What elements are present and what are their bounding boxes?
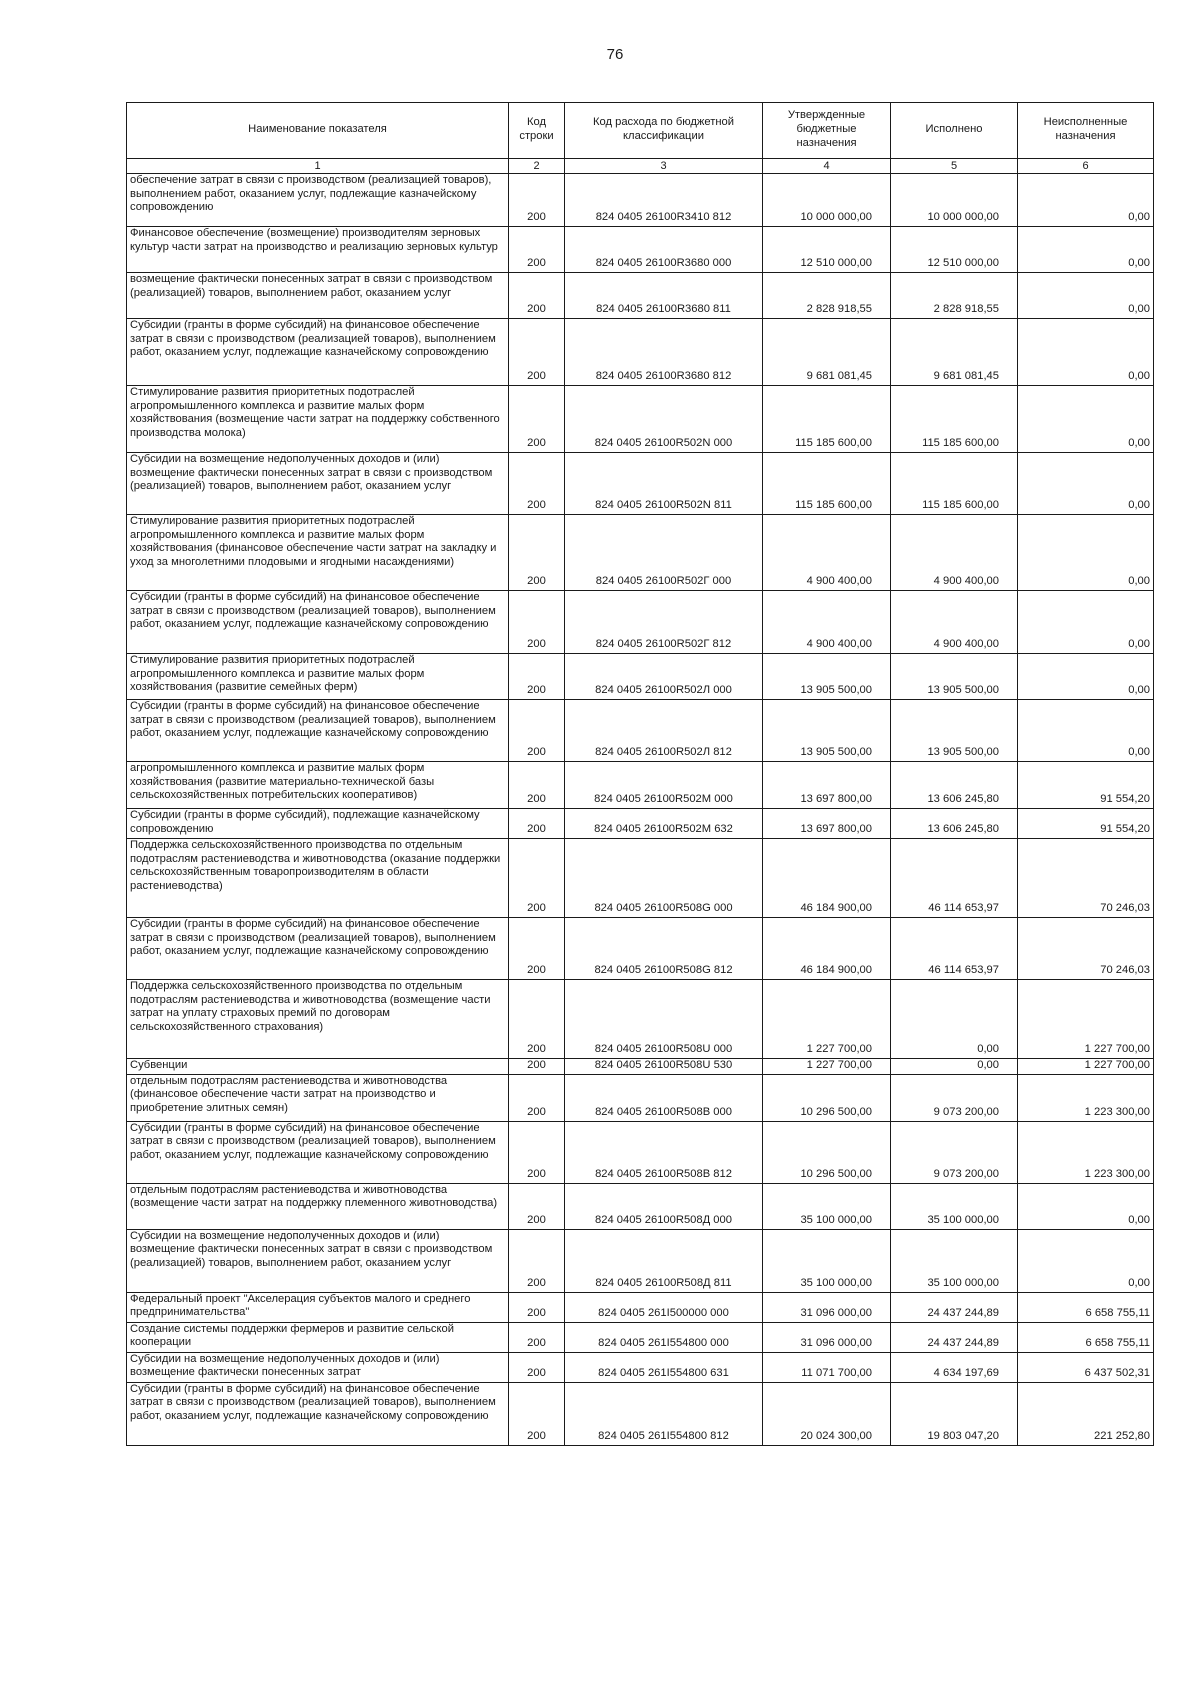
table-body bbox=[127, 174, 1154, 1446]
row-name: Стимулирование развития приоритетных подотраслей агропромышленного комплекса и развитие малых форм хозяйствования (финансовое обеспечение части затрат на закладку и уход за многолетними плодовыми и ягодными насаждениями) bbox=[127, 515, 509, 591]
table-row bbox=[127, 1292, 1154, 1322]
row-unexecuted: 6 658 755,11 bbox=[1018, 1292, 1154, 1322]
row-name: Субсидии (гранты в форме субсидий) на финансовое обеспечение затрат в связи с производством (реализацией товаров), выполнением работ, оказанием услуг, подлежащие казначейскому сопровождению bbox=[127, 1121, 509, 1183]
row-executed: 13 905 500,00 bbox=[891, 654, 1018, 700]
table-row bbox=[127, 1059, 1154, 1075]
table-row bbox=[127, 386, 1154, 453]
row-approved: 4 900 400,00 bbox=[763, 591, 891, 654]
header-approved: Утвержденные бюджетные назначения bbox=[763, 103, 891, 159]
row-unexecuted: 0,00 bbox=[1018, 1229, 1154, 1292]
row-line-code: 200 bbox=[509, 1059, 565, 1075]
row-name: Субсидии (гранты в форме субсидий) на финансовое обеспечение затрат в связи с производством (реализацией товаров), выполнением работ, оказанием услуг, подлежащие казначейскому сопровождению bbox=[127, 1382, 509, 1445]
row-line-code: 200 bbox=[509, 1183, 565, 1229]
row-budget-code: 824 0405 261I500000 000 bbox=[565, 1292, 763, 1322]
row-unexecuted: 1 227 700,00 bbox=[1018, 1059, 1154, 1075]
column-number: 6 bbox=[1018, 159, 1154, 174]
table-row bbox=[127, 515, 1154, 591]
row-line-code: 200 bbox=[509, 1322, 565, 1352]
row-executed: 4 634 197,69 bbox=[891, 1352, 1018, 1382]
header-line-code: Код строки bbox=[509, 103, 565, 159]
header-executed: Исполнено bbox=[891, 103, 1018, 159]
header-unexecuted: Неисполненные назначения bbox=[1018, 103, 1154, 159]
row-line-code: 200 bbox=[509, 980, 565, 1059]
row-budget-code: 824 0405 26100R3680 000 bbox=[565, 227, 763, 273]
row-budget-code: 824 0405 26100R3680 811 bbox=[565, 273, 763, 319]
table-row bbox=[127, 1322, 1154, 1352]
row-executed: 9 681 081,45 bbox=[891, 319, 1018, 386]
row-executed: 9 073 200,00 bbox=[891, 1121, 1018, 1183]
header-budget-code: Код расхода по бюджетной классификации bbox=[565, 103, 763, 159]
row-line-code: 200 bbox=[509, 386, 565, 453]
row-line-code: 200 bbox=[509, 809, 565, 839]
row-executed: 12 510 000,00 bbox=[891, 227, 1018, 273]
row-name: Субвенции bbox=[127, 1059, 509, 1075]
row-unexecuted: 91 554,20 bbox=[1018, 762, 1154, 809]
row-name: Субсидии (гранты в форме субсидий) на финансовое обеспечение затрат в связи с производством (реализацией товаров), выполнением работ, оказанием услуг, подлежащие казначейскому сопровождению bbox=[127, 918, 509, 980]
row-approved: 31 096 000,00 bbox=[763, 1322, 891, 1352]
row-approved: 13 905 500,00 bbox=[763, 654, 891, 700]
row-line-code: 200 bbox=[509, 839, 565, 918]
row-line-code: 200 bbox=[509, 1229, 565, 1292]
row-executed: 19 803 047,20 bbox=[891, 1382, 1018, 1445]
row-budget-code: 824 0405 26100R3410 812 bbox=[565, 174, 763, 227]
row-budget-code: 824 0405 26100R502Г 000 bbox=[565, 515, 763, 591]
row-unexecuted: 1 223 300,00 bbox=[1018, 1074, 1154, 1121]
row-name: Субсидии на возмещение недополученных доходов и (или) возмещение фактически понесенных затрат в связи с производством (реализацией) товаров, выполнением работ, оказанием услуг bbox=[127, 1229, 509, 1292]
row-approved: 12 510 000,00 bbox=[763, 227, 891, 273]
table-row bbox=[127, 762, 1154, 809]
column-number: 2 bbox=[509, 159, 565, 174]
row-approved: 115 185 600,00 bbox=[763, 453, 891, 515]
row-line-code: 200 bbox=[509, 918, 565, 980]
row-executed: 13 606 245,80 bbox=[891, 762, 1018, 809]
row-executed: 0,00 bbox=[891, 1059, 1018, 1075]
row-approved: 13 697 800,00 bbox=[763, 809, 891, 839]
row-unexecuted: 1 223 300,00 bbox=[1018, 1121, 1154, 1183]
column-number: 5 bbox=[891, 159, 1018, 174]
row-approved: 10 296 500,00 bbox=[763, 1074, 891, 1121]
budget-execution-table bbox=[126, 102, 1154, 1446]
row-budget-code: 824 0405 26100R508B 812 bbox=[565, 1121, 763, 1183]
column-number: 4 bbox=[763, 159, 891, 174]
row-unexecuted: 1 227 700,00 bbox=[1018, 980, 1154, 1059]
row-line-code: 200 bbox=[509, 227, 565, 273]
column-number-row bbox=[127, 159, 1154, 174]
row-executed: 9 073 200,00 bbox=[891, 1074, 1018, 1121]
row-budget-code: 824 0405 26100R3680 812 bbox=[565, 319, 763, 386]
row-unexecuted: 0,00 bbox=[1018, 515, 1154, 591]
row-executed: 10 000 000,00 bbox=[891, 174, 1018, 227]
page-number: 76 bbox=[606, 46, 624, 63]
row-unexecuted: 0,00 bbox=[1018, 319, 1154, 386]
row-line-code: 200 bbox=[509, 453, 565, 515]
row-executed: 13 606 245,80 bbox=[891, 809, 1018, 839]
row-budget-code: 824 0405 26100R502Л 812 bbox=[565, 700, 763, 762]
row-budget-code: 824 0405 26100R502M 632 bbox=[565, 809, 763, 839]
row-line-code: 200 bbox=[509, 591, 565, 654]
row-approved: 35 100 000,00 bbox=[763, 1229, 891, 1292]
table-row bbox=[127, 453, 1154, 515]
header-name: Наименование показателя bbox=[127, 103, 509, 159]
row-unexecuted: 70 246,03 bbox=[1018, 839, 1154, 918]
row-name: возмещение фактически понесенных затрат в связи с производством (реализацией) товаров, выполнением работ, оказанием услуг bbox=[127, 273, 509, 319]
row-name: Субсидии на возмещение недополученных доходов и (или) возмещение фактически понесенных затрат bbox=[127, 1352, 509, 1382]
row-approved: 9 681 081,45 bbox=[763, 319, 891, 386]
table-row bbox=[127, 654, 1154, 700]
table-row bbox=[127, 227, 1154, 273]
table-row bbox=[127, 1121, 1154, 1183]
row-line-code: 200 bbox=[509, 654, 565, 700]
row-approved: 35 100 000,00 bbox=[763, 1183, 891, 1229]
row-executed: 13 905 500,00 bbox=[891, 700, 1018, 762]
row-unexecuted: 91 554,20 bbox=[1018, 809, 1154, 839]
row-executed: 4 900 400,00 bbox=[891, 515, 1018, 591]
table-row bbox=[127, 1382, 1154, 1445]
row-name: Федеральный проект "Акселерация субъектов малого и среднего предпринимательства" bbox=[127, 1292, 509, 1322]
row-executed: 2 828 918,55 bbox=[891, 273, 1018, 319]
table-row bbox=[127, 174, 1154, 227]
row-name: Финансовое обеспечение (возмещение) производителям зерновых культур части затрат на производство и реализацию зерновых культур bbox=[127, 227, 509, 273]
row-budget-code: 824 0405 26100R508G 812 bbox=[565, 918, 763, 980]
row-approved: 10 296 500,00 bbox=[763, 1121, 891, 1183]
row-budget-code: 824 0405 261I554800 000 bbox=[565, 1322, 763, 1352]
row-line-code: 200 bbox=[509, 1352, 565, 1382]
table-row bbox=[127, 700, 1154, 762]
row-name: Поддержка сельскохозяйственного производства по отдельным подотраслям растениеводства и животноводства (возмещение части затрат на уплату страховых премий по договорам сельскохозяйственного страхования) bbox=[127, 980, 509, 1059]
row-approved: 13 905 500,00 bbox=[763, 700, 891, 762]
row-approved: 11 071 700,00 bbox=[763, 1352, 891, 1382]
row-budget-code: 824 0405 26100R502Л 000 bbox=[565, 654, 763, 700]
row-budget-code: 824 0405 26100R508Д 000 bbox=[565, 1183, 763, 1229]
row-unexecuted: 6 437 502,31 bbox=[1018, 1352, 1154, 1382]
row-approved: 46 184 900,00 bbox=[763, 918, 891, 980]
row-approved: 4 900 400,00 bbox=[763, 515, 891, 591]
table-row bbox=[127, 1229, 1154, 1292]
row-line-code: 200 bbox=[509, 762, 565, 809]
row-executed: 115 185 600,00 bbox=[891, 386, 1018, 453]
table-row bbox=[127, 980, 1154, 1059]
column-number: 1 bbox=[127, 159, 509, 174]
row-approved: 1 227 700,00 bbox=[763, 1059, 891, 1075]
row-line-code: 200 bbox=[509, 1382, 565, 1445]
column-number: 3 bbox=[565, 159, 763, 174]
row-unexecuted: 0,00 bbox=[1018, 1183, 1154, 1229]
row-budget-code: 824 0405 26100R508G 000 bbox=[565, 839, 763, 918]
row-name: обеспечение затрат в связи с производством (реализацией товаров), выполнением работ, оказанием услуг, подлежащие казначейскому сопровождению bbox=[127, 174, 509, 227]
table-row bbox=[127, 273, 1154, 319]
table-row bbox=[127, 1074, 1154, 1121]
row-budget-code: 824 0405 26100R508U 000 bbox=[565, 980, 763, 1059]
table-row bbox=[127, 839, 1154, 918]
row-unexecuted: 70 246,03 bbox=[1018, 918, 1154, 980]
row-unexecuted: 0,00 bbox=[1018, 273, 1154, 319]
row-budget-code: 824 0405 26100R508B 000 bbox=[565, 1074, 763, 1121]
row-unexecuted: 0,00 bbox=[1018, 591, 1154, 654]
row-unexecuted: 0,00 bbox=[1018, 174, 1154, 227]
row-approved: 115 185 600,00 bbox=[763, 386, 891, 453]
row-name: Субсидии (гранты в форме субсидий) на финансовое обеспечение затрат в связи с производством (реализацией товаров), выполнением работ, оказанием услуг, подлежащие казначейскому сопровождению bbox=[127, 700, 509, 762]
row-line-code: 200 bbox=[509, 174, 565, 227]
row-executed: 46 114 653,97 bbox=[891, 839, 1018, 918]
row-approved: 31 096 000,00 bbox=[763, 1292, 891, 1322]
row-unexecuted: 0,00 bbox=[1018, 386, 1154, 453]
table-row bbox=[127, 1183, 1154, 1229]
row-budget-code: 824 0405 261I554800 631 bbox=[565, 1352, 763, 1382]
row-unexecuted: 0,00 bbox=[1018, 700, 1154, 762]
row-budget-code: 824 0405 26100R508U 530 bbox=[565, 1059, 763, 1075]
row-executed: 46 114 653,97 bbox=[891, 918, 1018, 980]
row-line-code: 200 bbox=[509, 1074, 565, 1121]
row-budget-code: 824 0405 26100R502N 811 bbox=[565, 453, 763, 515]
row-unexecuted: 221 252,80 bbox=[1018, 1382, 1154, 1445]
row-name: Субсидии (гранты в форме субсидий) на финансовое обеспечение затрат в связи с производством (реализацией товаров), выполнением работ, оказанием услуг, подлежащие казначейскому сопровождению bbox=[127, 591, 509, 654]
row-approved: 2 828 918,55 bbox=[763, 273, 891, 319]
row-approved: 20 024 300,00 bbox=[763, 1382, 891, 1445]
row-unexecuted: 0,00 bbox=[1018, 453, 1154, 515]
row-name: Поддержка сельскохозяйственного производства по отдельным подотраслям растениеводства и животноводства (оказание поддержки сельскохозяйственным товаропроизводителям в области растениеводства) bbox=[127, 839, 509, 918]
row-line-code: 200 bbox=[509, 273, 565, 319]
row-unexecuted: 0,00 bbox=[1018, 227, 1154, 273]
table-row bbox=[127, 1352, 1154, 1382]
table-header-row bbox=[127, 103, 1154, 159]
row-unexecuted: 0,00 bbox=[1018, 654, 1154, 700]
row-approved: 10 000 000,00 bbox=[763, 174, 891, 227]
row-line-code: 200 bbox=[509, 1121, 565, 1183]
row-approved: 13 697 800,00 bbox=[763, 762, 891, 809]
row-name: Создание системы поддержки фермеров и развитие сельской кооперации bbox=[127, 1322, 509, 1352]
row-unexecuted: 6 658 755,11 bbox=[1018, 1322, 1154, 1352]
row-line-code: 200 bbox=[509, 515, 565, 591]
row-line-code: 200 bbox=[509, 319, 565, 386]
row-executed: 24 437 244,89 bbox=[891, 1322, 1018, 1352]
row-budget-code: 824 0405 26100R502Г 812 bbox=[565, 591, 763, 654]
row-executed: 115 185 600,00 bbox=[891, 453, 1018, 515]
table-row bbox=[127, 918, 1154, 980]
row-name: Субсидии (гранты в форме субсидий) на финансовое обеспечение затрат в связи с производством (реализацией товаров), выполнением работ, оказанием услуг, подлежащие казначейскому сопровождению bbox=[127, 319, 509, 386]
row-budget-code: 824 0405 26100R502N 000 bbox=[565, 386, 763, 453]
row-name: агропромышленного комплекса и развитие малых форм хозяйствования (развитие материально-технической базы сельскохозяйственных потребительских кооперативов) bbox=[127, 762, 509, 809]
row-executed: 24 437 244,89 bbox=[891, 1292, 1018, 1322]
row-name: Субсидии на возмещение недополученных доходов и (или) возмещение фактически понесенных затрат в связи с производством (реализацией) товаров, выполнением работ, оказанием услуг bbox=[127, 453, 509, 515]
row-line-code: 200 bbox=[509, 700, 565, 762]
row-executed: 4 900 400,00 bbox=[891, 591, 1018, 654]
row-name: отдельным подотраслям растениеводства и животноводства (возмещение части затрат на поддержку племенного животноводства) bbox=[127, 1183, 509, 1229]
row-line-code: 200 bbox=[509, 1292, 565, 1322]
row-approved: 1 227 700,00 bbox=[763, 980, 891, 1059]
row-name: Стимулирование развития приоритетных подотраслей агропромышленного комплекса и развитие малых форм хозяйствования (возмещение части затрат на поддержку собственного производства молока) bbox=[127, 386, 509, 453]
row-approved: 46 184 900,00 bbox=[763, 839, 891, 918]
table-row bbox=[127, 809, 1154, 839]
table-row bbox=[127, 319, 1154, 386]
row-budget-code: 824 0405 261I554800 812 bbox=[565, 1382, 763, 1445]
row-name: Стимулирование развития приоритетных подотраслей агропромышленного комплекса и развитие малых форм хозяйствования (развитие семейных ферм) bbox=[127, 654, 509, 700]
row-executed: 35 100 000,00 bbox=[891, 1183, 1018, 1229]
row-name: отдельным подотраслям растениеводства и животноводства (финансовое обеспечение части затрат на производство и приобретение элитных семян) bbox=[127, 1074, 509, 1121]
row-executed: 0,00 bbox=[891, 980, 1018, 1059]
row-executed: 35 100 000,00 bbox=[891, 1229, 1018, 1292]
table-row bbox=[127, 591, 1154, 654]
row-budget-code: 824 0405 26100R508Д 811 bbox=[565, 1229, 763, 1292]
row-budget-code: 824 0405 26100R502M 000 bbox=[565, 762, 763, 809]
row-name: Субсидии (гранты в форме субсидий), подлежащие казначейскому сопровождению bbox=[127, 809, 509, 839]
